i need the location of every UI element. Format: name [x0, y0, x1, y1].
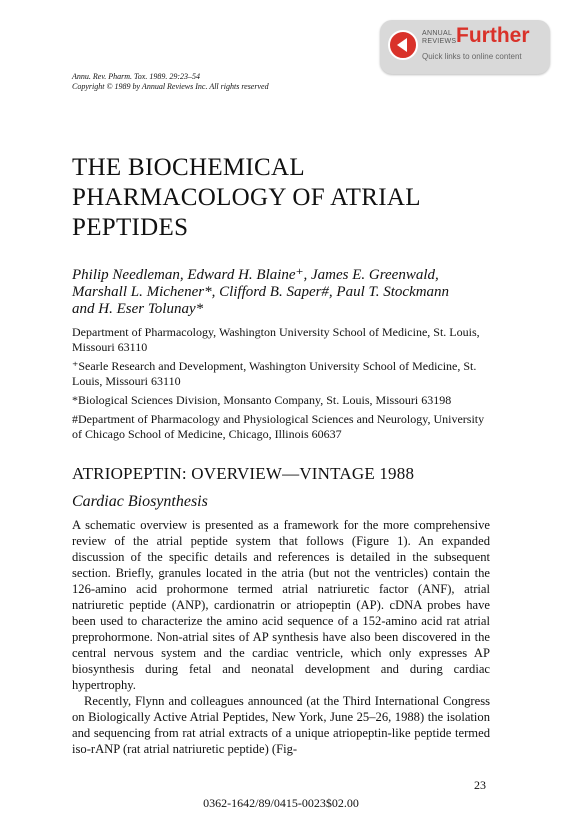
back-arrow-icon — [388, 30, 418, 60]
title-line: THE BIOCHEMICAL — [72, 154, 305, 181]
annual-reviews-further-badge[interactable] — [380, 20, 550, 74]
affiliation: *Biological Sciences Division, Monsanto Company, St. Louis, Missouri 63198 — [72, 393, 452, 407]
author-list — [72, 267, 490, 318]
badge-reviews-text: REVIEWS — [422, 38, 457, 45]
author-line: and H. Eser Tolunay* — [72, 301, 204, 317]
body-text — [72, 517, 490, 757]
author-line: Philip Needleman, Edward H. Blaine⁺, James E. Greenwald, — [72, 267, 439, 283]
title-line: PHARMACOLOGY OF ATRIAL — [72, 184, 421, 211]
author-line: Marshall L. Michener*, Clifford B. Saper#, Paul T. Stockmann — [72, 284, 450, 300]
affiliations — [72, 325, 492, 446]
article-title — [72, 153, 421, 243]
copyright-line: Copyright © 1989 by Annual Reviews Inc. All rights reserved — [72, 82, 269, 91]
badge-subtitle: Quick links to online content — [422, 52, 522, 61]
journal-citation — [72, 72, 269, 92]
page-number: 23 — [474, 778, 486, 792]
title-line: PEPTIDES — [72, 214, 189, 241]
affiliation: ⁺Searle Research and Development, Washington University School of Medicine, St. Louis, Missouri 63110 — [72, 359, 477, 388]
badge-publisher — [422, 30, 456, 46]
affiliation: Department of Pharmacology, Washington University School of Medicine, St. Louis, Missouri 63110 — [72, 325, 480, 354]
journal-citation-line: Annu. Rev. Pharm. Tox. 1989. 29:23–54 — [72, 72, 200, 81]
footer-code: 0362-1642/89/0415-0023$02.00 — [203, 796, 359, 810]
affiliation: #Department of Pharmacology and Physiological Sciences and Neurology, University of Chicago School of Medicine, Chicago, Illinois 60637 — [72, 412, 485, 441]
subsection-heading: Cardiac Biosynthesis — [72, 493, 208, 510]
paragraph: A schematic overview is presented as a framework for the more comprehensive review of the atrial peptide system that follows (Figure 1). An expanded discussion of the specific details and references is detailed in the subsequent section. Briefly, granules located in the atria (but not the ventricles) contain the 126-amino acid prohormone termed atrial natriuretic factor (ANF), atrial natriuretic peptide (ANP), cardionatrin or atriopeptin (AP). cDNA probes have been used to characterize the amino acid sequence of a 152-amino acid rat atrial preprohormone. Non-atrial sites of AP synthesis have also been discovered in the central nervous system and the cardiac ventricle, which only expresses AP biosynthesis during fetal and neonatal development and during cardiac hypertrophy. — [72, 518, 490, 692]
paragraph: Recently, Flynn and colleagues announced (at the Third International Congress on Biologically Active Atrial Peptides, New York, June 25–26, 1988) the isolation and sequencing from rat atrial extracts of a unique atriopeptin-like peptide termed iso-rANP (rat atrial natriuretic peptide) (Fig- — [72, 694, 490, 756]
badge-further-text: Further — [456, 24, 530, 47]
badge-annual-text: ANNUAL — [422, 30, 453, 37]
section-heading: ATRIOPEPTIN: OVERVIEW—VINTAGE 1988 — [72, 464, 415, 483]
